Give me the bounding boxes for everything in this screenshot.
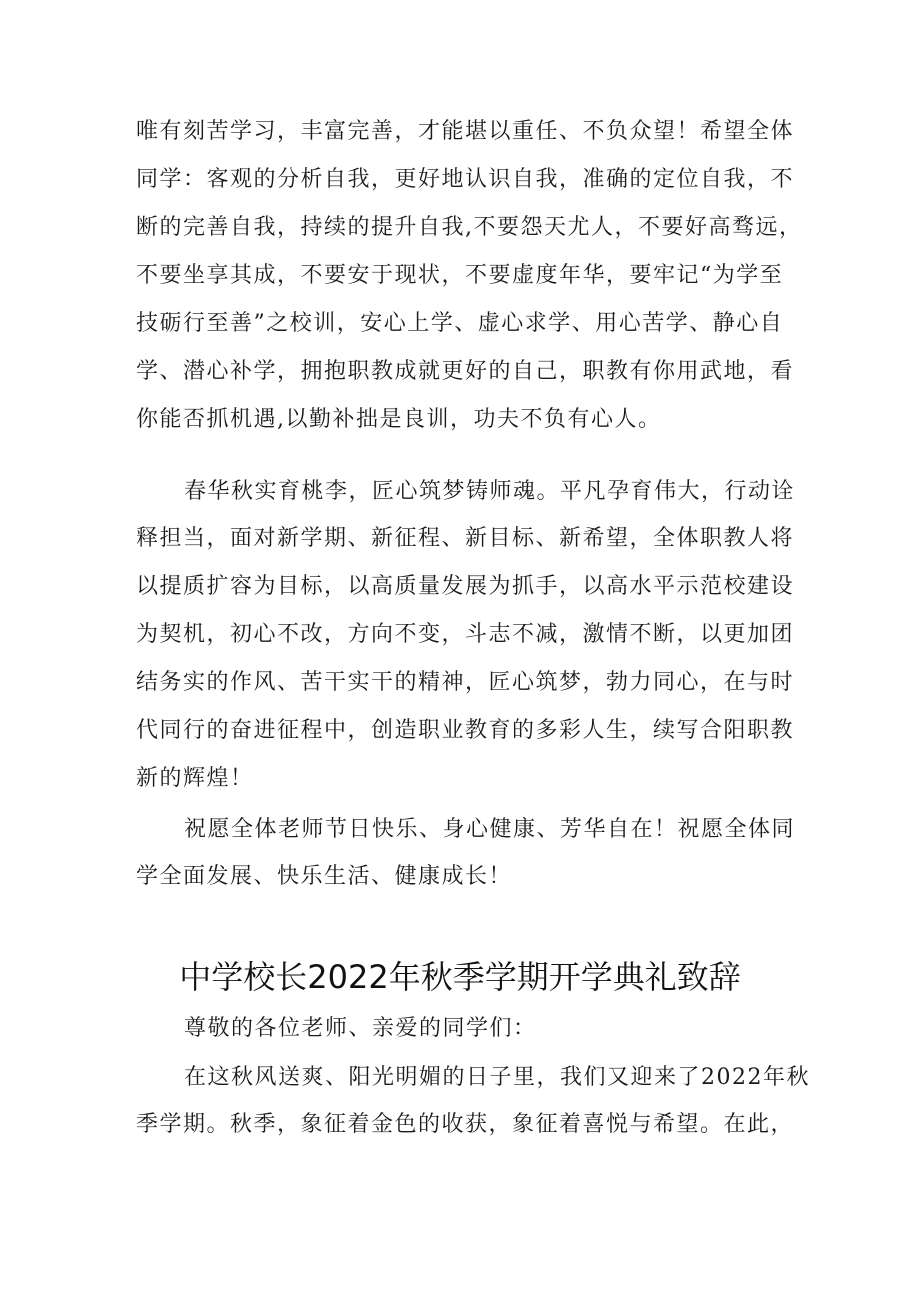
salutation: 尊敬的各位老师、亲爱的同学们： [184, 1016, 537, 1041]
paragraph-2-line-7: 新的辉煌！ [136, 766, 254, 791]
paragraph-3-line-2: 学全面发展、快乐生活、健康成长！ [136, 864, 513, 889]
section-title: 中学校长2022年秋季学期开学典礼致辞 [179, 958, 741, 996]
paragraph-2-line-3: 以提质扩容为目标，以高质量发展为抓手，以高水平示范校建设 [136, 574, 795, 599]
paragraph-2-line-5: 结务实的作风、苦干实干的精神，匠心筑梦，勃力同心，在与时 [136, 670, 795, 695]
paragraph-1-line-7: 你能否抓机遇,以勤补拙是良训，功夫不负有心人。 [136, 407, 662, 432]
paragraph-2-line-6: 代同行的奋进征程中，创造职业教育的多彩人生，续写合阳职教 [136, 718, 795, 743]
paragraph-1-line-6: 学、潜心补学，拥抱职教成就更好的自己，职教有你用武地，看 [136, 359, 795, 384]
paragraph-1-line-1: 唯有刻苦学习，丰富完善，才能堪以重任、不负众望！希望全体 [136, 119, 795, 144]
paragraph-1-line-5: 技砺行至善”之校训，安心上学、虚心求学、用心苦学、静心自 [136, 311, 784, 336]
paragraph-1-line-3: 断的完善自我，持续的提升自我,不要怨天尤人，不要好高骛远， [136, 215, 803, 240]
paragraph-1-line-2: 同学：客观的分析自我，更好地认识自我，准确的定位自我，不 [136, 167, 795, 192]
paragraph-4-line-2: 季学期。秋季，象征着金色的收获，象征着喜悦与希望。在此， [136, 1112, 795, 1137]
paragraph-3-line-1: 祝愿全体老师节日快乐、身心健康、芳华自在！祝愿全体同 [184, 817, 796, 842]
paragraph-2-line-2: 释担当，面对新学期、新征程、新目标、新希望，全体职教人将 [136, 526, 795, 551]
paragraph-4-line-1: 在这秋风送爽、阳光明媚的日子里，我们又迎来了2022年秋 [184, 1065, 810, 1090]
paragraph-2-line-4: 为契机，初心不改，方向不变，斗志不减，激情不断，以更加团 [136, 622, 795, 647]
paragraph-2-line-1: 春华秋实育桃李，匠心筑梦铸师魂。平凡孕育伟大，行动诠 [184, 479, 796, 504]
paragraph-1-line-4: 不要坐享其成，不要安于现状，不要虚度年华，要牢记“为学至 [136, 263, 784, 288]
